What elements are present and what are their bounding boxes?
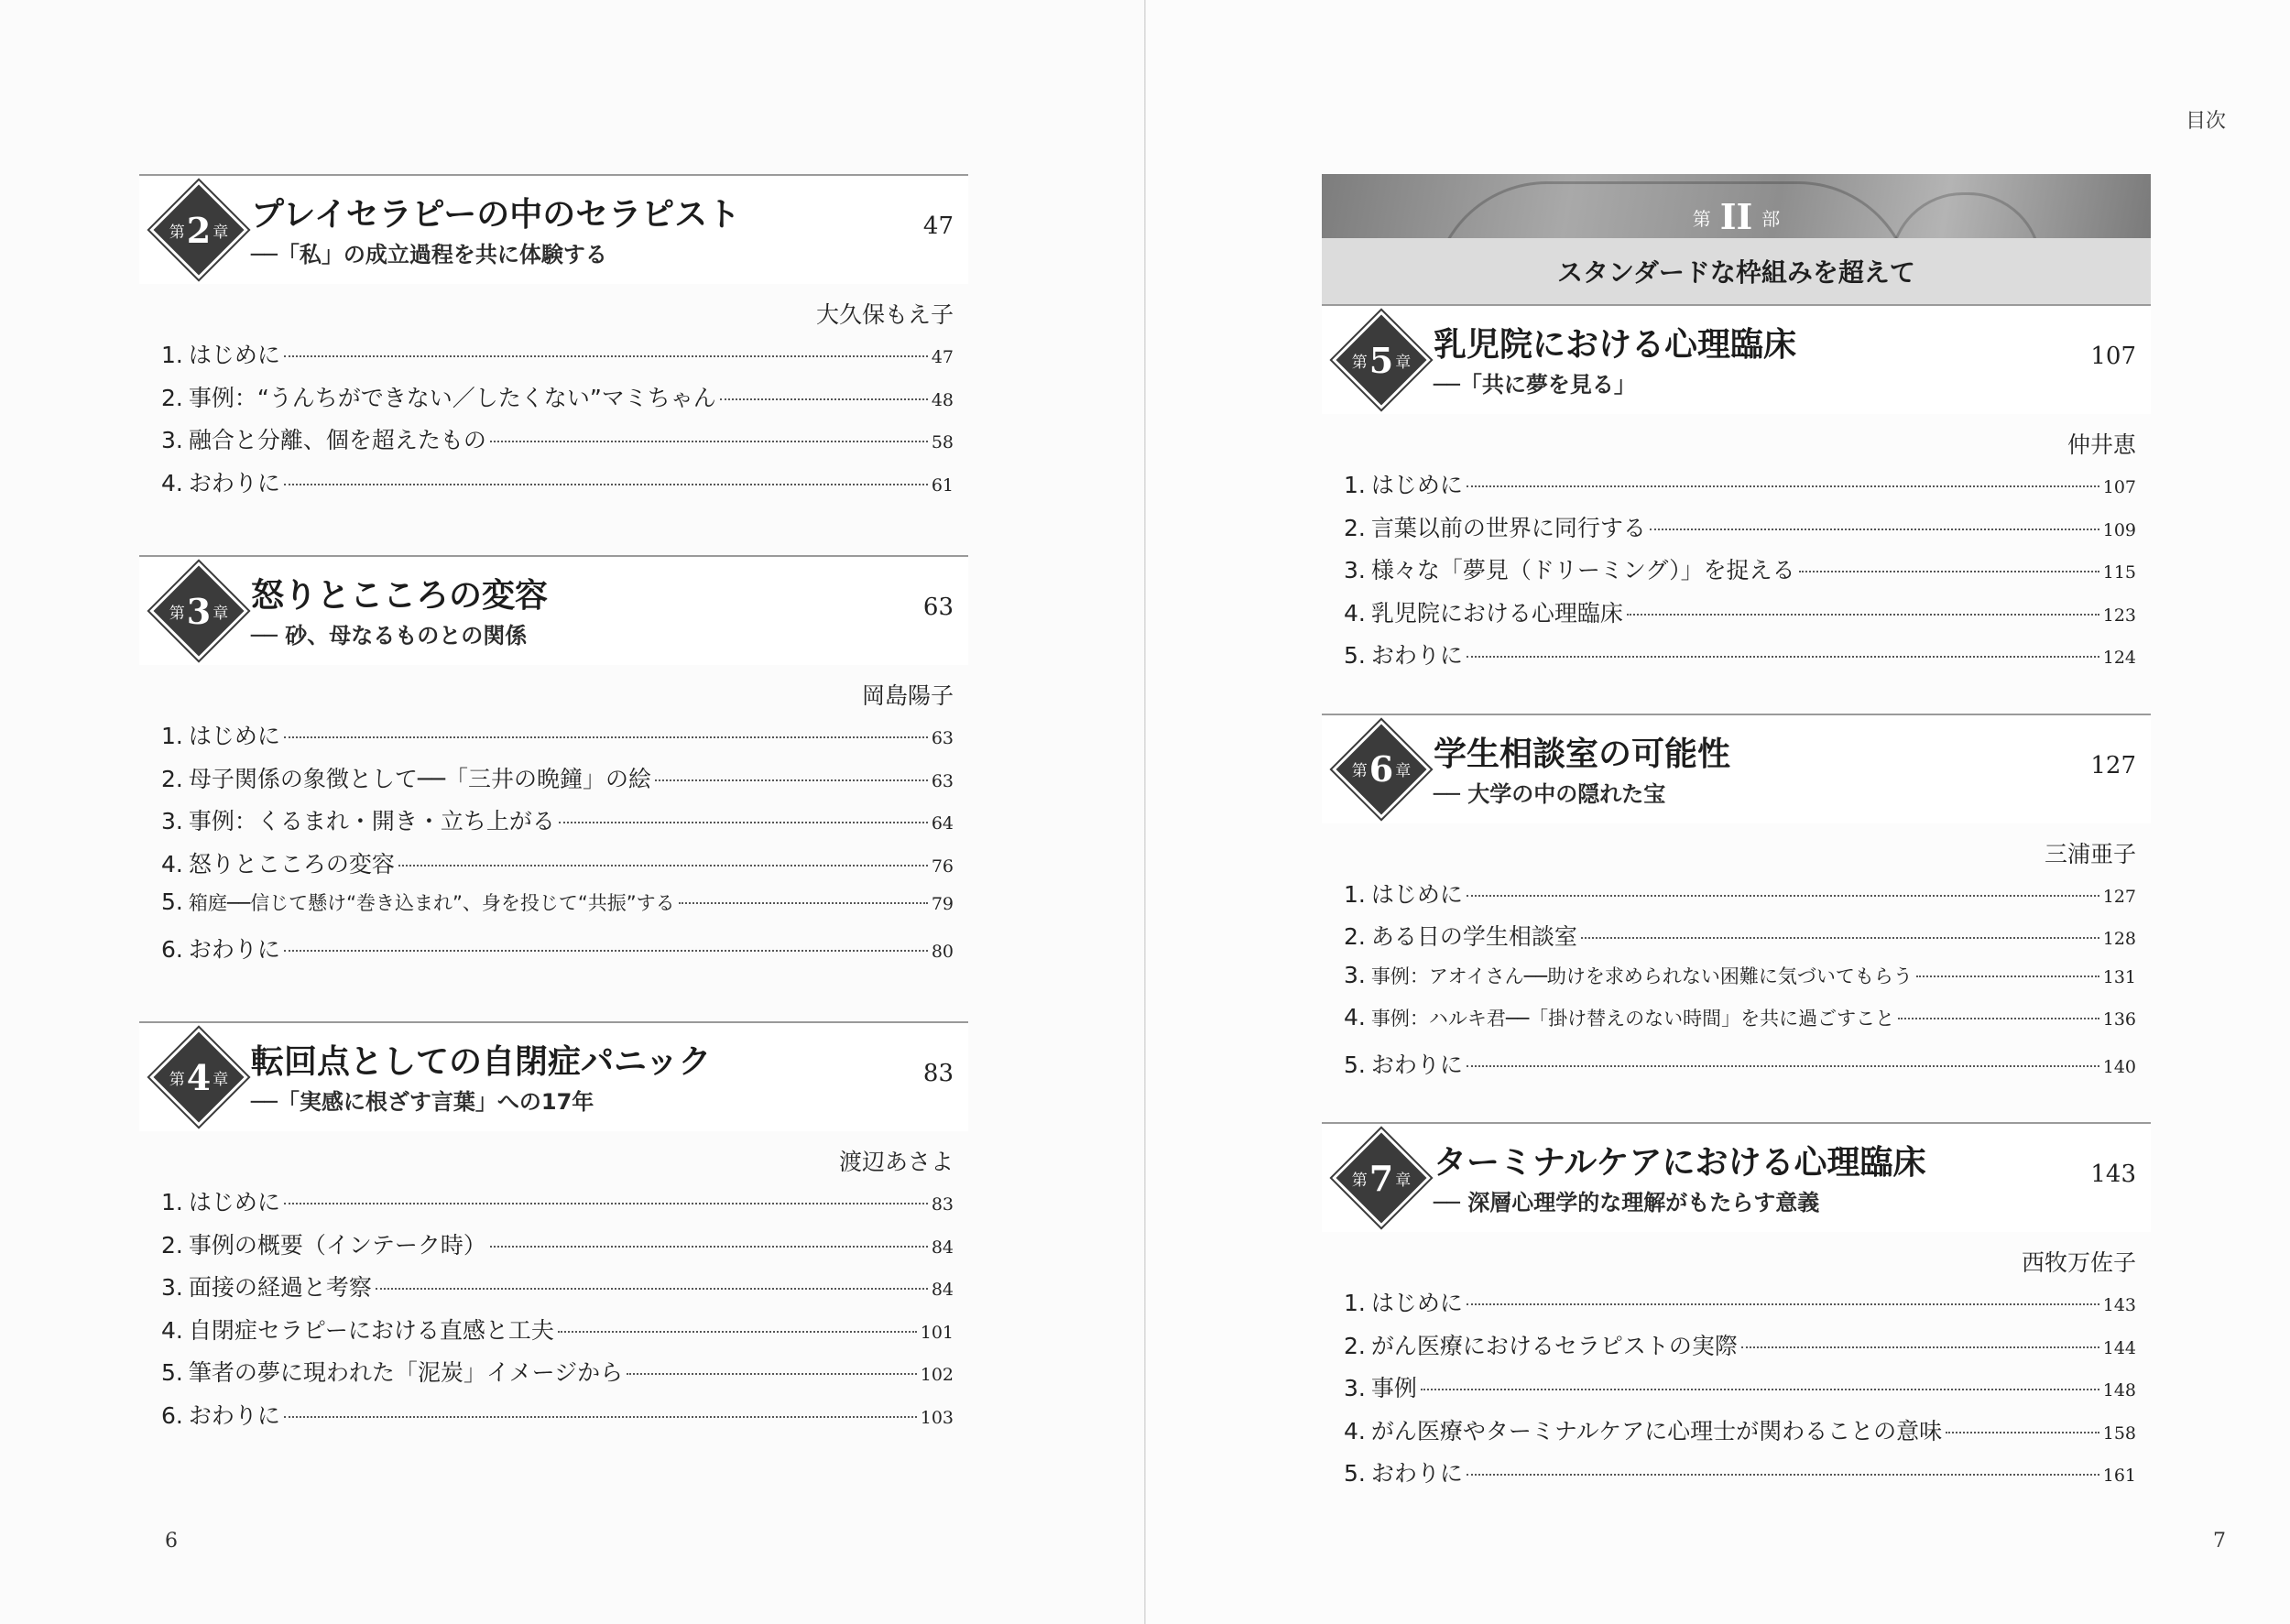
chapter-header[interactable] [139,174,968,284]
chapter-number: 5 [1369,339,1394,381]
toc-entry[interactable]: 2. 事例：“うんちができない／したくない”マミちゃん 48 [161,384,954,411]
section-list [1322,1285,2151,1499]
running-head: 目次 [2185,110,2226,133]
chapter-number: 6 [1369,748,1394,790]
section-list [1322,467,2151,681]
toc-entry[interactable]: 3. 様々な「夢見（ドリーミング）」を捉える 115 [1344,557,2136,583]
toc-entry[interactable]: 4. がん医療やターミナルケアに心理士が関わることの意味 158 [1344,1417,2136,1444]
part-header[interactable] [1322,174,2151,304]
toc-entry[interactable]: 2. 母子関係の象徴として──「三井の晩鐘」の絵 63 [161,765,954,792]
chapter-badge: 第 3 章 [154,566,244,656]
chapter-number: 7 [1369,1157,1394,1199]
chapter-header[interactable] [1322,1122,2151,1232]
chapter-badge: 第 2 章 [154,185,244,275]
chapter-author: 大久保もえ子 [815,301,954,328]
chapter-number: 4 [186,1056,212,1098]
chapter-subtitle: ── 大学の中の隠れた宝 [1434,780,1666,807]
toc-entry[interactable]: 3. 面接の経過と考察 84 [161,1274,954,1301]
chapter-title: 学生相談室の可能性 [1434,735,1731,773]
chapter-page: 63 [922,594,954,621]
toc-entry[interactable]: 3. 融合と分離、個を超えたもの 58 [161,427,954,453]
chapter-title: 怒りとこころの変容 [251,577,549,615]
chapter-badge: 第 5 章 [1336,315,1426,405]
toc-entry[interactable]: 3. 事例：くるまれ・開き・立ち上がる 64 [161,808,954,834]
chapter-badge: 第 4 章 [154,1032,244,1122]
chapter-header[interactable] [1322,714,2151,823]
chapter-header[interactable] [139,1021,968,1131]
chapter-title: ターミナルケアにおける心理臨床 [1434,1144,1926,1182]
chapter-author: 渡辺あさよ [838,1149,954,1175]
section-list [139,337,968,507]
toc-entry[interactable]: 5. 箱庭──信じて懸け“巻き込まれ”、身を投じて“共振”する 79 [161,888,954,915]
toc-entry[interactable]: 4. 事例：ハルキ君──「掛け替えのない時間」を共に過ごすこと 136 [1344,1004,2136,1030]
section-list [139,1184,968,1440]
toc-entry[interactable]: 2. ある日の学生相談室 128 [1344,923,2136,950]
chapter-author: 仲井恵 [2066,431,2136,458]
toc-entry[interactable]: 4. 怒りとこころの変容 76 [161,850,954,877]
chapter-subtitle: ──「実感に根ざす言葉」への17年 [251,1089,594,1115]
chapter-author: 三浦亜子 [2044,840,2136,867]
left-toc-column [139,174,968,1440]
toc-entry[interactable]: 1. はじめに 83 [161,1189,954,1215]
chapter-header[interactable] [1322,304,2151,414]
toc-entry[interactable]: 4. 乳児院における心理臨床 123 [1344,599,2136,627]
chapter-subtitle: ── 深層心理学的な理解がもたらす意義 [1434,1190,1820,1215]
toc-entry[interactable]: 4. 自閉症セラピーにおける直感と工夫 101 [161,1316,954,1344]
toc-entry[interactable]: 5. おわりに 161 [1344,1460,2136,1487]
chapter-author: 西牧万佐子 [2021,1249,2136,1276]
toc-entry[interactable]: 4. おわりに 61 [161,469,954,496]
toc-entry[interactable]: 2. 言葉以前の世界に同行する 109 [1344,514,2136,541]
toc-entry[interactable]: 2. がん医療におけるセラピストの実際 144 [1344,1332,2136,1359]
toc-entry[interactable]: 6. おわりに 80 [161,935,954,963]
part-title: スタンダードな枠組みを超えて [1322,238,2151,304]
section-list [139,718,968,974]
toc-entry[interactable]: 5. 筆者の夢に現われた「泥炭」イメージから 102 [161,1359,954,1386]
section-list [1322,877,2151,1090]
toc-entry[interactable]: 3. 事例：アオイさん──助けを求められない困難に気づいてもらう 131 [1344,961,2136,988]
chapter-header[interactable] [139,555,968,665]
chapter-author: 岡島陽子 [861,682,954,709]
chapter-title: 転回点としての自閉症パニック [251,1043,712,1081]
chapter-page: 143 [2090,1161,2136,1188]
toc-entry[interactable]: 1. はじめに 107 [1344,472,2136,498]
chapter-7 [1322,1122,2151,1499]
chapter-3 [139,555,968,974]
chapter-subtitle: ── 砂、母なるものとの関係 [251,623,528,649]
chapter-badge: 第 7 章 [1336,1133,1426,1223]
chapter-title: 乳児院における心理臨床 [1434,326,1797,364]
toc-entry[interactable]: 1. はじめに 143 [1344,1290,2136,1316]
chapter-number: 3 [186,590,212,632]
toc-entry[interactable]: 1. はじめに 127 [1344,880,2136,908]
chapter-6 [1322,714,2151,1090]
part-label: 第 II 部 [1692,196,1781,237]
toc-entry[interactable]: 1. はじめに 63 [161,723,954,749]
toc-entry[interactable]: 5. おわりに 140 [1344,1051,2136,1078]
toc-entry[interactable]: 2. 事例の概要（インテーク時） 84 [161,1231,954,1259]
toc-entry[interactable]: 6. おわりに 103 [161,1401,954,1429]
chapter-badge: 第 6 章 [1336,725,1426,814]
chapter-number: 2 [186,209,212,251]
chapter-subtitle: ──「共に夢を見る」 [1434,372,1636,398]
folio-right: 7 [2213,1530,2226,1553]
part-number: II [1719,196,1753,237]
chapter-page: 47 [922,213,954,240]
chapter-5 [1322,304,2151,681]
chapter-title: プレイセラピーの中のセラピスト [251,196,741,234]
chapter-2 [139,174,968,507]
toc-entry[interactable]: 1. はじめに 47 [161,342,954,368]
chapter-page: 127 [2090,751,2136,779]
chapter-page: 83 [922,1060,954,1087]
toc-entry[interactable]: 3. 事例 148 [1344,1375,2136,1401]
chapter-4 [139,1021,968,1440]
toc-entry[interactable]: 5. おわりに 124 [1344,642,2136,669]
chapter-subtitle: ──「私」の成立過程を共に体験する [251,242,607,267]
folio-left: 6 [165,1530,178,1553]
chapter-page: 107 [2090,343,2136,370]
right-toc-column [1322,174,2151,1499]
